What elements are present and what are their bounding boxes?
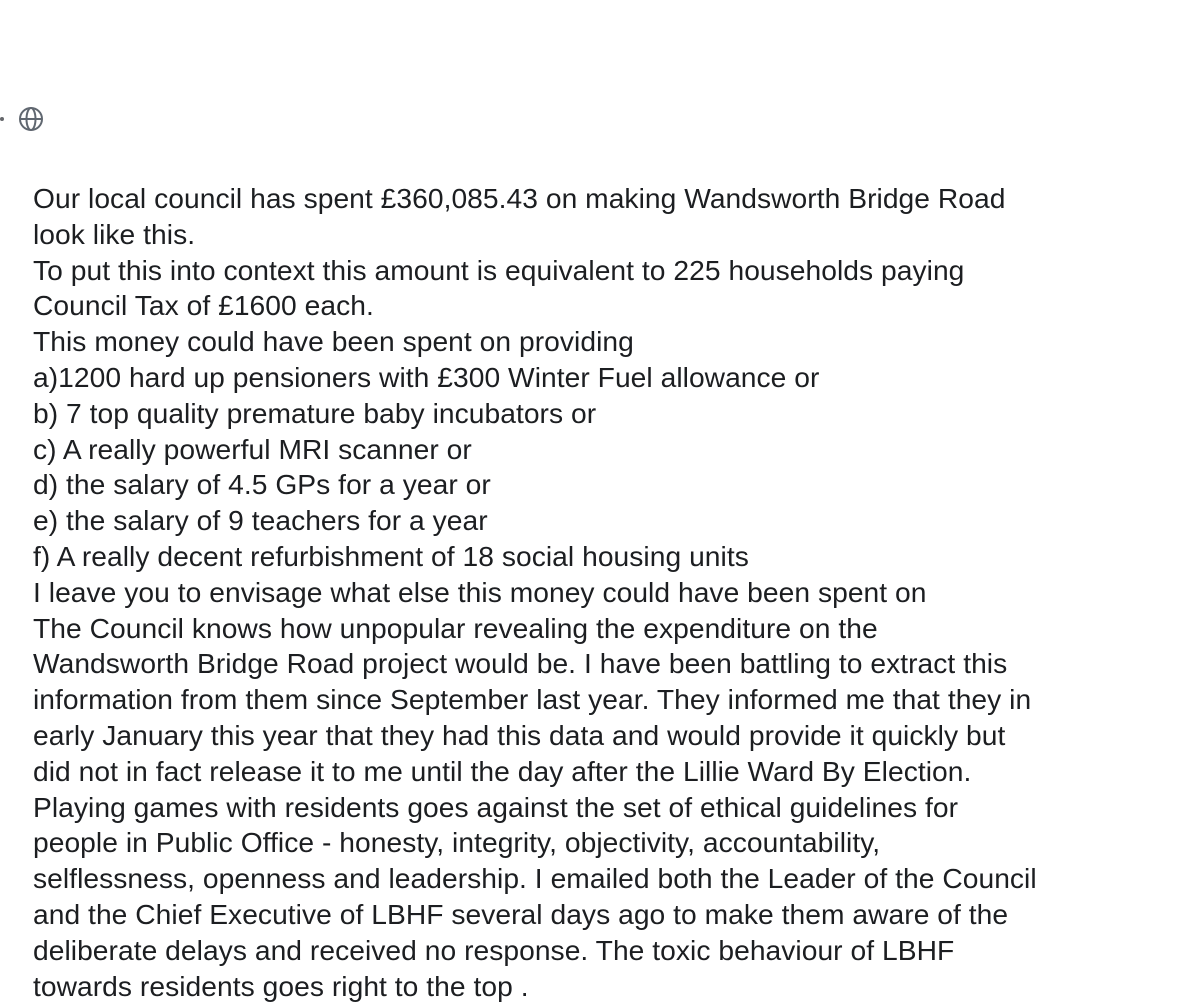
post-line: Council Tax of £1600 each. (33, 289, 374, 322)
post-meta-row (0, 104, 44, 134)
post-line: b) 7 top quality premature baby incubators or (33, 396, 597, 429)
post-line: I leave you to envisage what else this money could have been spent on (33, 575, 927, 608)
post-line: Wandsworth Bridge Road project would be. I have been battling to extract this (33, 647, 1008, 680)
post-line: To put this into context this amount is equivalent to 225 households paying (33, 253, 965, 286)
post-line: towards residents goes right to the top . (33, 969, 529, 1002)
post-line: a)1200 hard up pensioners with £300 Winter Fuel allowance or (33, 360, 820, 393)
post-line: information from them since September last year. They informed me that they in (33, 683, 1032, 716)
dot-separator-icon (0, 117, 4, 121)
post-line: c) A really powerful MRI scanner or (33, 432, 472, 465)
globe-icon[interactable] (18, 106, 44, 132)
post-line: This money could have been spent on providing (33, 325, 634, 358)
post-line: d) the salary of 4.5 GPs for a year or (33, 468, 491, 501)
post-line: Playing games with residents goes against the set of ethical guidelines for (33, 790, 959, 823)
post-line: f) A really decent refurbishment of 18 social housing units (33, 539, 749, 572)
post-line: early January this year that they had this data and would provide it quickly but (33, 718, 1006, 751)
post-line: The Council knows how unpopular revealing the expenditure on the (33, 611, 878, 644)
post-line: deliberate delays and received no response. The toxic behaviour of LBHF (33, 933, 955, 966)
post-line: Our local council has spent £360,085.43 on making Wandsworth Bridge Road (33, 182, 1006, 214)
post-line: look like this. (33, 217, 196, 250)
post-line: and the Chief Executive of LBHF several days ago to make them aware of the (33, 897, 1009, 930)
post-line: people in Public Office - honesty, integrity, objectivity, accountability, (33, 826, 881, 859)
post-line: e) the salary of 9 teachers for a year (33, 504, 488, 537)
post-body (33, 181, 1183, 1004)
post-line: selflessness, openness and leadership. I emailed both the Leader of the Council (33, 862, 1037, 895)
post-line: did not in fact release it to me until the day after the Lillie Ward By Election. (33, 754, 972, 787)
